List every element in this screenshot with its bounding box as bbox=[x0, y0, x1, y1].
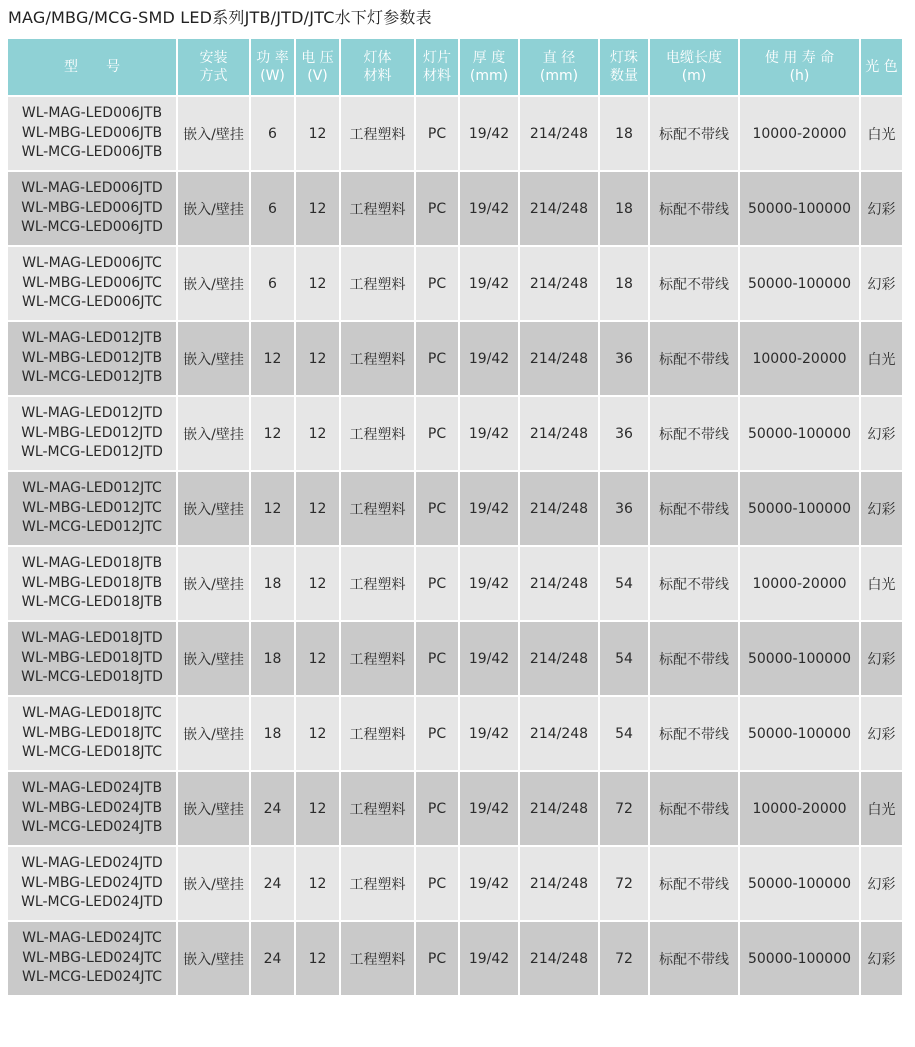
cell-model bbox=[8, 547, 176, 620]
cell-model bbox=[8, 397, 176, 470]
model-number: WL-MBG-LED006JTB bbox=[21, 124, 163, 141]
cell-led-count: 36 bbox=[600, 322, 648, 395]
model-number: WL-MCG-LED006JTD bbox=[21, 219, 163, 236]
model-number: WL-MBG-LED024JTC bbox=[22, 949, 162, 966]
cell-model bbox=[8, 97, 176, 170]
model-number: WL-MCG-LED006JTB bbox=[21, 144, 163, 161]
header-body-material: 灯体 材料 bbox=[341, 39, 414, 95]
cell-voltage: 12 bbox=[296, 772, 339, 845]
cell-lifespan: 10000-20000 bbox=[740, 772, 859, 845]
model-number: WL-MBG-LED018JTB bbox=[21, 574, 163, 591]
cell-power: 6 bbox=[251, 97, 294, 170]
cell-body-material: 工程塑料 bbox=[341, 322, 414, 395]
cell-model bbox=[8, 772, 176, 845]
model-number: WL-MAG-LED018JTC bbox=[22, 705, 162, 722]
cell-body-material: 工程塑料 bbox=[341, 847, 414, 920]
cell-diameter: 214/248 bbox=[520, 697, 598, 770]
cell-install: 嵌入/壁挂 bbox=[178, 547, 249, 620]
model-number: WL-MAG-LED018JTB bbox=[21, 555, 163, 572]
cell-thickness: 19/42 bbox=[460, 922, 518, 995]
cell-light-color: 白光 bbox=[861, 547, 902, 620]
cell-install: 嵌入/壁挂 bbox=[178, 397, 249, 470]
cell-led-count: 72 bbox=[600, 922, 648, 995]
table-row bbox=[8, 697, 902, 770]
cell-thickness: 19/42 bbox=[460, 622, 518, 695]
spec-table bbox=[6, 37, 904, 997]
cell-light-color: 白光 bbox=[861, 772, 902, 845]
cell-lifespan: 10000-20000 bbox=[740, 97, 859, 170]
header-model: 型 号 bbox=[8, 39, 176, 95]
model-number: WL-MBG-LED018JTD bbox=[21, 649, 163, 666]
model-number: WL-MCG-LED018JTB bbox=[21, 594, 163, 611]
cell-cable-length: 标配不带线 bbox=[650, 172, 738, 245]
cell-power: 18 bbox=[251, 622, 294, 695]
cell-lens-material: PC bbox=[416, 697, 458, 770]
table-row bbox=[8, 172, 902, 245]
cell-cable-length: 标配不带线 bbox=[650, 247, 738, 320]
table-header-row bbox=[8, 39, 902, 95]
cell-light-color: 白光 bbox=[861, 97, 902, 170]
cell-cable-length: 标配不带线 bbox=[650, 472, 738, 545]
header-lifespan: 使 用 寿 命 (h) bbox=[740, 39, 859, 95]
cell-lifespan: 50000-100000 bbox=[740, 922, 859, 995]
cell-lifespan: 10000-20000 bbox=[740, 547, 859, 620]
cell-diameter: 214/248 bbox=[520, 922, 598, 995]
cell-body-material: 工程塑料 bbox=[341, 397, 414, 470]
cell-led-count: 36 bbox=[600, 472, 648, 545]
cell-model bbox=[8, 472, 176, 545]
model-number: WL-MCG-LED024JTC bbox=[22, 969, 162, 986]
cell-cable-length: 标配不带线 bbox=[650, 622, 738, 695]
cell-install: 嵌入/壁挂 bbox=[178, 697, 249, 770]
table-row bbox=[8, 97, 902, 170]
model-number: WL-MAG-LED024JTC bbox=[22, 930, 162, 947]
cell-install: 嵌入/壁挂 bbox=[178, 247, 249, 320]
cell-cable-length: 标配不带线 bbox=[650, 322, 738, 395]
cell-diameter: 214/248 bbox=[520, 397, 598, 470]
cell-light-color: 幻彩 bbox=[861, 397, 902, 470]
cell-power: 24 bbox=[251, 847, 294, 920]
cell-lifespan: 50000-100000 bbox=[740, 397, 859, 470]
cell-voltage: 12 bbox=[296, 97, 339, 170]
cell-cable-length: 标配不带线 bbox=[650, 697, 738, 770]
cell-led-count: 18 bbox=[600, 172, 648, 245]
cell-lens-material: PC bbox=[416, 622, 458, 695]
cell-led-count: 54 bbox=[600, 697, 648, 770]
cell-power: 6 bbox=[251, 172, 294, 245]
table-row bbox=[8, 247, 902, 320]
cell-lens-material: PC bbox=[416, 322, 458, 395]
header-power: 功 率 (W) bbox=[251, 39, 294, 95]
header-diameter: 直 径 (mm) bbox=[520, 39, 598, 95]
model-number: WL-MBG-LED006JTD bbox=[21, 199, 163, 216]
cell-lifespan: 50000-100000 bbox=[740, 247, 859, 320]
cell-lens-material: PC bbox=[416, 922, 458, 995]
model-number: WL-MBG-LED012JTB bbox=[21, 349, 163, 366]
model-number: WL-MBG-LED024JTB bbox=[21, 799, 163, 816]
table-row bbox=[8, 922, 902, 995]
model-number: WL-MCG-LED012JTB bbox=[21, 369, 163, 386]
cell-light-color: 白光 bbox=[861, 322, 902, 395]
header-cable-length: 电缆长度 (m) bbox=[650, 39, 738, 95]
cell-body-material: 工程塑料 bbox=[341, 622, 414, 695]
cell-power: 12 bbox=[251, 322, 294, 395]
table-row bbox=[8, 622, 902, 695]
cell-voltage: 12 bbox=[296, 172, 339, 245]
cell-lens-material: PC bbox=[416, 397, 458, 470]
model-number: WL-MAG-LED006JTD bbox=[21, 180, 163, 197]
model-number: WL-MAG-LED006JTC bbox=[22, 255, 162, 272]
cell-led-count: 72 bbox=[600, 847, 648, 920]
model-number: WL-MAG-LED006JTB bbox=[21, 105, 163, 122]
cell-lens-material: PC bbox=[416, 772, 458, 845]
cell-led-count: 36 bbox=[600, 397, 648, 470]
cell-voltage: 12 bbox=[296, 247, 339, 320]
cell-lifespan: 50000-100000 bbox=[740, 472, 859, 545]
cell-install: 嵌入/壁挂 bbox=[178, 322, 249, 395]
table-row bbox=[8, 322, 902, 395]
cell-cable-length: 标配不带线 bbox=[650, 97, 738, 170]
cell-voltage: 12 bbox=[296, 922, 339, 995]
cell-lens-material: PC bbox=[416, 97, 458, 170]
cell-lens-material: PC bbox=[416, 547, 458, 620]
cell-light-color: 幻彩 bbox=[861, 172, 902, 245]
cell-model bbox=[8, 172, 176, 245]
header-lens-material: 灯片 材料 bbox=[416, 39, 458, 95]
cell-thickness: 19/42 bbox=[460, 697, 518, 770]
cell-voltage: 12 bbox=[296, 547, 339, 620]
cell-lens-material: PC bbox=[416, 472, 458, 545]
model-number: WL-MCG-LED006JTC bbox=[22, 294, 162, 311]
cell-voltage: 12 bbox=[296, 472, 339, 545]
cell-power: 12 bbox=[251, 472, 294, 545]
header-light-color: 光 色 bbox=[861, 39, 902, 95]
cell-install: 嵌入/壁挂 bbox=[178, 172, 249, 245]
cell-thickness: 19/42 bbox=[460, 772, 518, 845]
model-number: WL-MBG-LED012JTD bbox=[21, 424, 163, 441]
model-number: WL-MCG-LED024JTD bbox=[21, 894, 163, 911]
cell-voltage: 12 bbox=[296, 697, 339, 770]
model-number: WL-MCG-LED018JTC bbox=[22, 744, 162, 761]
cell-thickness: 19/42 bbox=[460, 97, 518, 170]
cell-power: 24 bbox=[251, 922, 294, 995]
cell-body-material: 工程塑料 bbox=[341, 472, 414, 545]
cell-thickness: 19/42 bbox=[460, 172, 518, 245]
table-row bbox=[8, 472, 902, 545]
header-thickness: 厚 度 (mm) bbox=[460, 39, 518, 95]
model-number: WL-MBG-LED024JTD bbox=[21, 874, 163, 891]
cell-lifespan: 50000-100000 bbox=[740, 622, 859, 695]
cell-cable-length: 标配不带线 bbox=[650, 547, 738, 620]
cell-lifespan: 50000-100000 bbox=[740, 172, 859, 245]
page-title: MAG/MBG/MCG-SMD LED系列JTB/JTD/JTC水下灯参数表 bbox=[8, 8, 432, 27]
cell-light-color: 幻彩 bbox=[861, 622, 902, 695]
model-number: WL-MCG-LED018JTD bbox=[21, 669, 163, 686]
cell-lens-material: PC bbox=[416, 247, 458, 320]
cell-power: 18 bbox=[251, 697, 294, 770]
table-row bbox=[8, 847, 902, 920]
table-body bbox=[8, 97, 902, 995]
cell-body-material: 工程塑料 bbox=[341, 772, 414, 845]
table-row bbox=[8, 772, 902, 845]
cell-body-material: 工程塑料 bbox=[341, 922, 414, 995]
cell-thickness: 19/42 bbox=[460, 847, 518, 920]
cell-install: 嵌入/壁挂 bbox=[178, 622, 249, 695]
cell-cable-length: 标配不带线 bbox=[650, 397, 738, 470]
cell-model bbox=[8, 847, 176, 920]
cell-light-color: 幻彩 bbox=[861, 847, 902, 920]
cell-diameter: 214/248 bbox=[520, 247, 598, 320]
cell-install: 嵌入/壁挂 bbox=[178, 847, 249, 920]
cell-led-count: 72 bbox=[600, 772, 648, 845]
model-number: WL-MAG-LED012JTB bbox=[21, 330, 163, 347]
cell-thickness: 19/42 bbox=[460, 397, 518, 470]
cell-diameter: 214/248 bbox=[520, 547, 598, 620]
model-number: WL-MAG-LED012JTC bbox=[22, 480, 162, 497]
cell-light-color: 幻彩 bbox=[861, 472, 902, 545]
cell-light-color: 幻彩 bbox=[861, 697, 902, 770]
cell-thickness: 19/42 bbox=[460, 547, 518, 620]
cell-led-count: 54 bbox=[600, 547, 648, 620]
cell-led-count: 18 bbox=[600, 97, 648, 170]
table-row bbox=[8, 547, 902, 620]
cell-model bbox=[8, 922, 176, 995]
model-number: WL-MBG-LED012JTC bbox=[22, 499, 162, 516]
cell-lens-material: PC bbox=[416, 847, 458, 920]
cell-diameter: 214/248 bbox=[520, 472, 598, 545]
cell-body-material: 工程塑料 bbox=[341, 172, 414, 245]
cell-lifespan: 10000-20000 bbox=[740, 322, 859, 395]
cell-thickness: 19/42 bbox=[460, 472, 518, 545]
header-voltage: 电 压 (V) bbox=[296, 39, 339, 95]
header-led-count: 灯珠 数量 bbox=[600, 39, 648, 95]
cell-voltage: 12 bbox=[296, 847, 339, 920]
cell-body-material: 工程塑料 bbox=[341, 247, 414, 320]
cell-body-material: 工程塑料 bbox=[341, 547, 414, 620]
model-number: WL-MAG-LED012JTD bbox=[21, 405, 163, 422]
cell-diameter: 214/248 bbox=[520, 772, 598, 845]
cell-led-count: 18 bbox=[600, 247, 648, 320]
cell-lifespan: 50000-100000 bbox=[740, 847, 859, 920]
cell-model bbox=[8, 697, 176, 770]
cell-body-material: 工程塑料 bbox=[341, 97, 414, 170]
model-number: WL-MBG-LED006JTC bbox=[22, 274, 162, 291]
cell-install: 嵌入/壁挂 bbox=[178, 922, 249, 995]
model-number: WL-MCG-LED024JTB bbox=[21, 819, 163, 836]
model-number: WL-MCG-LED012JTD bbox=[21, 444, 163, 461]
cell-body-material: 工程塑料 bbox=[341, 697, 414, 770]
cell-diameter: 214/248 bbox=[520, 97, 598, 170]
cell-install: 嵌入/壁挂 bbox=[178, 772, 249, 845]
cell-diameter: 214/248 bbox=[520, 172, 598, 245]
cell-model bbox=[8, 622, 176, 695]
model-number: WL-MCG-LED012JTC bbox=[22, 519, 162, 536]
cell-diameter: 214/248 bbox=[520, 622, 598, 695]
cell-cable-length: 标配不带线 bbox=[650, 772, 738, 845]
cell-thickness: 19/42 bbox=[460, 247, 518, 320]
cell-voltage: 12 bbox=[296, 397, 339, 470]
cell-voltage: 12 bbox=[296, 622, 339, 695]
cell-light-color: 幻彩 bbox=[861, 247, 902, 320]
model-number: WL-MAG-LED024JTD bbox=[21, 855, 163, 872]
cell-power: 6 bbox=[251, 247, 294, 320]
cell-diameter: 214/248 bbox=[520, 847, 598, 920]
cell-thickness: 19/42 bbox=[460, 322, 518, 395]
cell-lens-material: PC bbox=[416, 172, 458, 245]
cell-install: 嵌入/壁挂 bbox=[178, 472, 249, 545]
cell-led-count: 54 bbox=[600, 622, 648, 695]
cell-power: 18 bbox=[251, 547, 294, 620]
model-number: WL-MBG-LED018JTC bbox=[22, 724, 162, 741]
cell-install: 嵌入/壁挂 bbox=[178, 97, 249, 170]
model-number: WL-MAG-LED024JTB bbox=[21, 780, 163, 797]
cell-power: 24 bbox=[251, 772, 294, 845]
cell-power: 12 bbox=[251, 397, 294, 470]
cell-cable-length: 标配不带线 bbox=[650, 922, 738, 995]
cell-model bbox=[8, 322, 176, 395]
cell-lifespan: 50000-100000 bbox=[740, 697, 859, 770]
header-install: 安装 方式 bbox=[178, 39, 249, 95]
cell-voltage: 12 bbox=[296, 322, 339, 395]
cell-diameter: 214/248 bbox=[520, 322, 598, 395]
cell-model bbox=[8, 247, 176, 320]
table-row bbox=[8, 397, 902, 470]
cell-light-color: 幻彩 bbox=[861, 922, 902, 995]
cell-cable-length: 标配不带线 bbox=[650, 847, 738, 920]
model-number: WL-MAG-LED018JTD bbox=[21, 630, 163, 647]
